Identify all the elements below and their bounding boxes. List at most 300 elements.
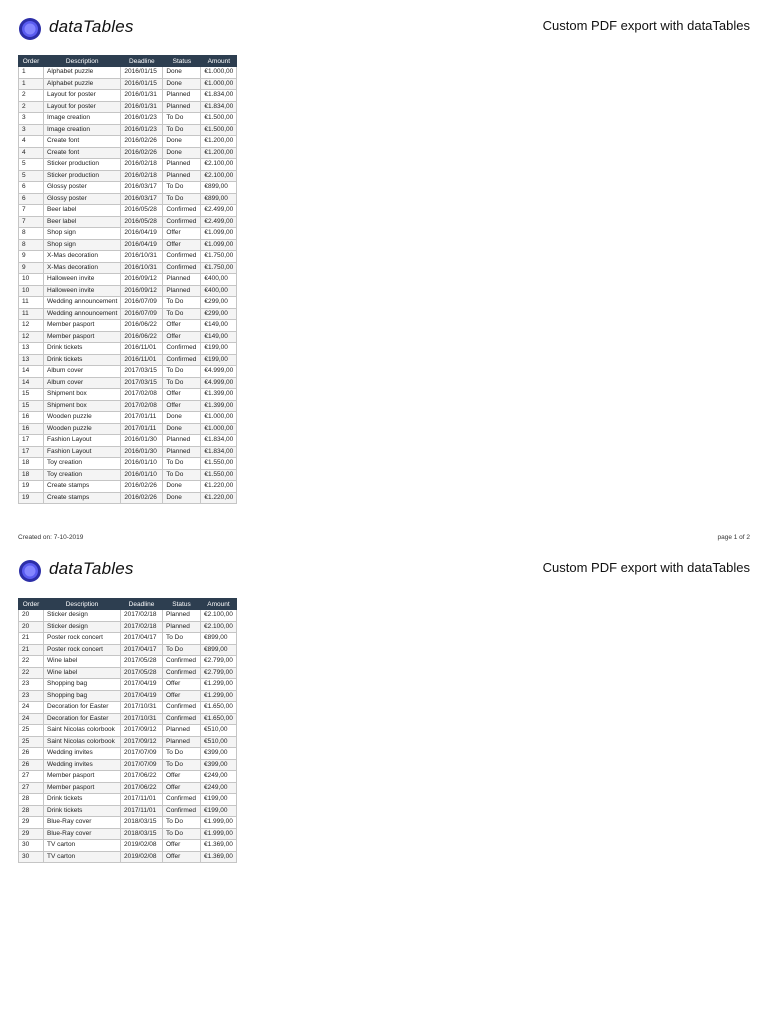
table-row (19, 667, 237, 679)
description-cell: Member pasport (44, 331, 121, 343)
status-cell: Planned (163, 274, 201, 286)
order-cell: 29 (19, 828, 44, 840)
description-cell: Beer label (44, 205, 121, 217)
amount-cell: €510,00 (201, 736, 237, 748)
status-cell: Offer (163, 782, 201, 794)
deadline-cell: 2016/01/15 (121, 67, 163, 79)
deadline-cell: 2017/10/31 (121, 702, 163, 714)
amount-cell: €149,00 (201, 320, 237, 332)
status-cell: Confirmed (163, 262, 201, 274)
deadline-cell: 2019/02/08 (121, 840, 163, 852)
column-header-status: Status (163, 599, 201, 610)
order-cell: 14 (19, 377, 44, 389)
description-cell: Album cover (44, 366, 121, 378)
description-cell: Halloween invite (44, 274, 121, 286)
table-row (19, 644, 237, 656)
amount-cell: €249,00 (201, 771, 237, 783)
description-cell: TV carton (44, 840, 121, 852)
amount-cell: €1.299,00 (201, 679, 237, 691)
order-cell: 25 (19, 736, 44, 748)
deadline-cell: 2016/01/23 (121, 113, 163, 125)
description-cell: Poster rock concert (44, 644, 121, 656)
description-cell: Sticker design (44, 621, 121, 633)
description-cell: Glossy poster (44, 182, 121, 194)
column-header-order: Order (19, 599, 44, 610)
description-cell: Shop sign (44, 239, 121, 251)
table-row (19, 481, 237, 493)
status-cell: Planned (163, 725, 201, 737)
amount-cell: €1.299,00 (201, 690, 237, 702)
amount-cell: €1.220,00 (201, 492, 237, 504)
column-header-description: Description (44, 56, 121, 67)
deadline-cell: 2016/02/26 (121, 147, 163, 159)
order-cell: 27 (19, 782, 44, 794)
description-cell: Fashion Layout (44, 435, 121, 447)
amount-cell: €299,00 (201, 297, 237, 309)
amount-cell: €1.550,00 (201, 469, 237, 481)
table-row (19, 67, 237, 79)
amount-cell: €1.550,00 (201, 458, 237, 470)
table-row (19, 610, 237, 622)
deadline-cell: 2016/02/18 (121, 159, 163, 171)
status-cell: Confirmed (163, 343, 201, 355)
amount-cell: €1.750,00 (201, 251, 237, 263)
order-cell: 22 (19, 667, 44, 679)
deadline-cell: 2019/02/08 (121, 851, 163, 863)
order-cell: 17 (19, 446, 44, 458)
order-cell: 25 (19, 725, 44, 737)
deadline-cell: 2016/06/22 (121, 331, 163, 343)
status-cell: Planned (163, 621, 201, 633)
deadline-cell: 2017/02/08 (121, 389, 163, 401)
amount-cell: €199,00 (201, 343, 237, 355)
amount-cell: €1.399,00 (201, 400, 237, 412)
description-cell: Saint Nicolas colorbook (44, 725, 121, 737)
status-cell: Done (163, 492, 201, 504)
table-row (19, 101, 237, 113)
description-cell: Image creation (44, 124, 121, 136)
amount-cell: €1.399,00 (201, 389, 237, 401)
table-row (19, 193, 237, 205)
table-row (19, 690, 237, 702)
table-row (19, 78, 237, 90)
status-cell: To Do (163, 113, 201, 125)
column-header-amount: Amount (201, 599, 237, 610)
amount-cell: €2.100,00 (201, 159, 237, 171)
description-cell: Member pasport (44, 782, 121, 794)
status-cell: Offer (163, 331, 201, 343)
status-cell: To Do (163, 748, 201, 760)
order-cell: 2 (19, 101, 44, 113)
description-cell: Wine label (44, 667, 121, 679)
amount-cell: €299,00 (201, 308, 237, 320)
status-cell: Confirmed (163, 216, 201, 228)
status-cell: Done (163, 78, 201, 90)
status-cell: Offer (163, 239, 201, 251)
status-cell: To Do (163, 182, 201, 194)
status-cell: Confirmed (163, 251, 201, 263)
description-cell: Wooden puzzle (44, 412, 121, 424)
order-cell: 30 (19, 851, 44, 863)
deadline-cell: 2016/03/17 (121, 193, 163, 205)
deadline-cell: 2016/01/15 (121, 78, 163, 90)
amount-cell: €1.099,00 (201, 228, 237, 240)
order-cell: 12 (19, 320, 44, 332)
amount-cell: €4.999,00 (201, 366, 237, 378)
deadline-cell: 2017/02/18 (121, 621, 163, 633)
deadline-cell: 2016/11/01 (121, 343, 163, 355)
amount-cell: €1.000,00 (201, 67, 237, 79)
description-cell: Wedding announcement (44, 297, 121, 309)
description-cell: Blue-Ray cover (44, 817, 121, 829)
deadline-cell: 2016/09/12 (121, 274, 163, 286)
deadline-cell: 2016/01/10 (121, 469, 163, 481)
table-row (19, 458, 237, 470)
order-cell: 5 (19, 170, 44, 182)
status-cell: Planned (163, 435, 201, 447)
status-cell: Planned (163, 90, 201, 102)
order-cell: 8 (19, 239, 44, 251)
amount-cell: €199,00 (201, 794, 237, 806)
deadline-cell: 2017/10/31 (121, 713, 163, 725)
table-row (19, 633, 237, 645)
status-cell: Confirmed (163, 702, 201, 714)
status-cell: Done (163, 412, 201, 424)
table-row (19, 713, 237, 725)
deadline-cell: 2017/04/17 (121, 644, 163, 656)
order-cell: 19 (19, 492, 44, 504)
brand-name: dataTables (49, 559, 134, 578)
amount-cell: €249,00 (201, 782, 237, 794)
description-cell: Wedding invites (44, 748, 121, 760)
table-row (19, 377, 237, 389)
description-cell: Beer label (44, 216, 121, 228)
table-row (19, 136, 237, 148)
column-header-amount: Amount (201, 56, 237, 67)
table-row (19, 621, 237, 633)
deadline-cell: 2017/01/11 (121, 423, 163, 435)
deadline-cell: 2016/05/28 (121, 205, 163, 217)
table-row (19, 679, 237, 691)
description-cell: Sticker design (44, 610, 121, 622)
description-cell: Drink tickets (44, 794, 121, 806)
deadline-cell: 2018/03/15 (121, 828, 163, 840)
status-cell: Planned (163, 159, 201, 171)
amount-cell: €899,00 (201, 644, 237, 656)
table-row (19, 423, 237, 435)
order-cell: 11 (19, 297, 44, 309)
description-cell: Layout for poster (44, 101, 121, 113)
description-cell: Drink tickets (44, 343, 121, 355)
order-cell: 24 (19, 713, 44, 725)
status-cell: Confirmed (163, 805, 201, 817)
report-title: Custom PDF export with dataTables (542, 18, 750, 33)
order-cell: 29 (19, 817, 44, 829)
amount-cell: €4.999,00 (201, 377, 237, 389)
table-row (19, 389, 237, 401)
status-cell: Confirmed (163, 354, 201, 366)
status-cell: Confirmed (163, 667, 201, 679)
amount-cell: €2.499,00 (201, 216, 237, 228)
amount-cell: €1.200,00 (201, 136, 237, 148)
amount-cell: €510,00 (201, 725, 237, 737)
description-cell: Image creation (44, 113, 121, 125)
table-row (19, 446, 237, 458)
deadline-cell: 2016/10/31 (121, 262, 163, 274)
order-cell: 20 (19, 610, 44, 622)
description-cell: Wedding announcement (44, 308, 121, 320)
deadline-cell: 2016/01/10 (121, 458, 163, 470)
table-row (19, 828, 237, 840)
order-cell: 26 (19, 748, 44, 760)
description-cell: Album cover (44, 377, 121, 389)
description-cell: Halloween invite (44, 285, 121, 297)
amount-cell: €1.750,00 (201, 262, 237, 274)
table-row (19, 228, 237, 240)
table-row (19, 354, 237, 366)
status-cell: Done (163, 67, 201, 79)
order-cell: 1 (19, 67, 44, 79)
order-cell: 16 (19, 412, 44, 424)
order-cell: 13 (19, 354, 44, 366)
order-cell: 4 (19, 147, 44, 159)
order-cell: 21 (19, 633, 44, 645)
description-cell: Fashion Layout (44, 446, 121, 458)
deadline-cell: 2017/11/01 (121, 805, 163, 817)
table-row (19, 331, 237, 343)
description-cell: Drink tickets (44, 805, 121, 817)
status-cell: Done (163, 136, 201, 148)
status-cell: To Do (163, 377, 201, 389)
deadline-cell: 2016/02/26 (121, 481, 163, 493)
description-cell: Wine label (44, 656, 121, 668)
status-cell: To Do (163, 817, 201, 829)
deadline-cell: 2016/01/31 (121, 90, 163, 102)
deadline-cell: 2017/07/09 (121, 759, 163, 771)
status-cell: To Do (163, 644, 201, 656)
amount-cell: €1.369,00 (201, 851, 237, 863)
deadline-cell: 2017/05/28 (121, 667, 163, 679)
amount-cell: €899,00 (201, 182, 237, 194)
deadline-cell: 2016/01/23 (121, 124, 163, 136)
description-cell: Decoration for Easter (44, 713, 121, 725)
status-cell: Offer (163, 690, 201, 702)
description-cell: Decoration for Easter (44, 702, 121, 714)
description-cell: Layout for poster (44, 90, 121, 102)
order-cell: 4 (19, 136, 44, 148)
order-cell: 21 (19, 644, 44, 656)
amount-cell: €1.999,00 (201, 828, 237, 840)
table-row (19, 492, 237, 504)
order-cell: 18 (19, 458, 44, 470)
order-cell: 30 (19, 840, 44, 852)
deadline-cell: 2016/09/12 (121, 285, 163, 297)
table-row (19, 320, 237, 332)
amount-cell: €399,00 (201, 759, 237, 771)
deadline-cell: 2016/03/17 (121, 182, 163, 194)
table-row (19, 435, 237, 447)
status-cell: Offer (163, 389, 201, 401)
table-row (19, 771, 237, 783)
deadline-cell: 2017/06/22 (121, 782, 163, 794)
table-row (19, 113, 237, 125)
status-cell: To Do (163, 828, 201, 840)
order-cell: 2 (19, 90, 44, 102)
description-cell: Member pasport (44, 320, 121, 332)
deadline-cell: 2016/06/22 (121, 320, 163, 332)
amount-cell: €2.100,00 (201, 170, 237, 182)
deadline-cell: 2017/09/12 (121, 736, 163, 748)
order-cell: 16 (19, 423, 44, 435)
order-cell: 9 (19, 262, 44, 274)
order-cell: 8 (19, 228, 44, 240)
status-cell: To Do (163, 124, 201, 136)
description-cell: TV carton (44, 851, 121, 863)
description-cell: Shopping bag (44, 679, 121, 691)
order-cell: 13 (19, 343, 44, 355)
description-cell: Sticker production (44, 159, 121, 171)
table-row (19, 851, 237, 863)
amount-cell: €2.100,00 (201, 610, 237, 622)
table-row (19, 124, 237, 136)
deadline-cell: 2016/11/01 (121, 354, 163, 366)
order-cell: 24 (19, 702, 44, 714)
deadline-cell: 2017/03/15 (121, 366, 163, 378)
table-row (19, 147, 237, 159)
deadline-cell: 2016/02/26 (121, 492, 163, 504)
table-row (19, 285, 237, 297)
table-row (19, 840, 237, 852)
order-cell: 15 (19, 400, 44, 412)
deadline-cell: 2017/03/15 (121, 377, 163, 389)
status-cell: Planned (163, 170, 201, 182)
datatables-logo-icon (18, 17, 42, 41)
order-cell: 23 (19, 690, 44, 702)
amount-cell: €1.369,00 (201, 840, 237, 852)
order-cell: 12 (19, 331, 44, 343)
table-row (19, 159, 237, 171)
table-row (19, 366, 237, 378)
description-cell: Alphabet puzzle (44, 67, 121, 79)
table-row (19, 412, 237, 424)
deadline-cell: 2017/09/12 (121, 725, 163, 737)
deadline-cell: 2017/04/19 (121, 690, 163, 702)
amount-cell: €1.099,00 (201, 239, 237, 251)
status-cell: Offer (163, 320, 201, 332)
order-cell: 7 (19, 205, 44, 217)
amount-cell: €199,00 (201, 805, 237, 817)
amount-cell: €1.834,00 (201, 90, 237, 102)
description-cell: Shop sign (44, 228, 121, 240)
status-cell: Planned (163, 446, 201, 458)
amount-cell: €2.799,00 (201, 667, 237, 679)
table-row (19, 205, 237, 217)
status-cell: To Do (163, 297, 201, 309)
column-header-description: Description (44, 599, 121, 610)
amount-cell: €1.200,00 (201, 147, 237, 159)
description-cell: Wedding invites (44, 759, 121, 771)
table-header-row (19, 599, 237, 610)
order-cell: 17 (19, 435, 44, 447)
status-cell: Planned (163, 610, 201, 622)
deadline-cell: 2017/02/08 (121, 400, 163, 412)
status-cell: Confirmed (163, 205, 201, 217)
table-row (19, 216, 237, 228)
order-cell: 23 (19, 679, 44, 691)
status-cell: Done (163, 423, 201, 435)
table-row (19, 725, 237, 737)
table-row (19, 262, 237, 274)
order-cell: 5 (19, 159, 44, 171)
deadline-cell: 2016/07/09 (121, 308, 163, 320)
amount-cell: €1.999,00 (201, 817, 237, 829)
brand-name: dataTables (49, 17, 134, 36)
description-cell: Poster rock concert (44, 633, 121, 645)
description-cell: X-Mas decoration (44, 251, 121, 263)
order-cell: 26 (19, 759, 44, 771)
table-row (19, 90, 237, 102)
status-cell: To Do (163, 469, 201, 481)
amount-cell: €1.650,00 (201, 702, 237, 714)
status-cell: To Do (163, 308, 201, 320)
order-cell: 3 (19, 124, 44, 136)
deadline-cell: 2016/04/19 (121, 239, 163, 251)
status-cell: To Do (163, 759, 201, 771)
description-cell: Shipment box (44, 389, 121, 401)
deadline-cell: 2018/03/15 (121, 817, 163, 829)
description-cell: Toy creation (44, 469, 121, 481)
amount-cell: €399,00 (201, 748, 237, 760)
status-cell: Offer (163, 851, 201, 863)
table-row (19, 817, 237, 829)
order-cell: 15 (19, 389, 44, 401)
order-cell: 1 (19, 78, 44, 90)
order-cell: 10 (19, 285, 44, 297)
order-cell: 7 (19, 216, 44, 228)
status-cell: Planned (163, 285, 201, 297)
amount-cell: €1.000,00 (201, 423, 237, 435)
deadline-cell: 2016/10/31 (121, 251, 163, 263)
table-row (19, 794, 237, 806)
description-cell: Blue-Ray cover (44, 828, 121, 840)
table-row (19, 805, 237, 817)
status-cell: Planned (163, 736, 201, 748)
status-cell: Planned (163, 101, 201, 113)
description-cell: Create font (44, 136, 121, 148)
table-body (19, 67, 237, 504)
deadline-cell: 2016/02/26 (121, 136, 163, 148)
amount-cell: €1.650,00 (201, 713, 237, 725)
table-row (19, 759, 237, 771)
table-row (19, 782, 237, 794)
description-cell: Member pasport (44, 771, 121, 783)
order-cell: 28 (19, 794, 44, 806)
deadline-cell: 2017/01/11 (121, 412, 163, 424)
page-number: page 1 of 2 (717, 534, 750, 541)
table-row (19, 343, 237, 355)
order-cell: 28 (19, 805, 44, 817)
amount-cell: €1.500,00 (201, 113, 237, 125)
description-cell: Sticker production (44, 170, 121, 182)
order-cell: 22 (19, 656, 44, 668)
order-cell: 19 (19, 481, 44, 493)
deadline-cell: 2016/07/09 (121, 297, 163, 309)
amount-cell: €2.799,00 (201, 656, 237, 668)
order-cell: 10 (19, 274, 44, 286)
deadline-cell: 2016/01/30 (121, 435, 163, 447)
amount-cell: €149,00 (201, 331, 237, 343)
amount-cell: €400,00 (201, 274, 237, 286)
